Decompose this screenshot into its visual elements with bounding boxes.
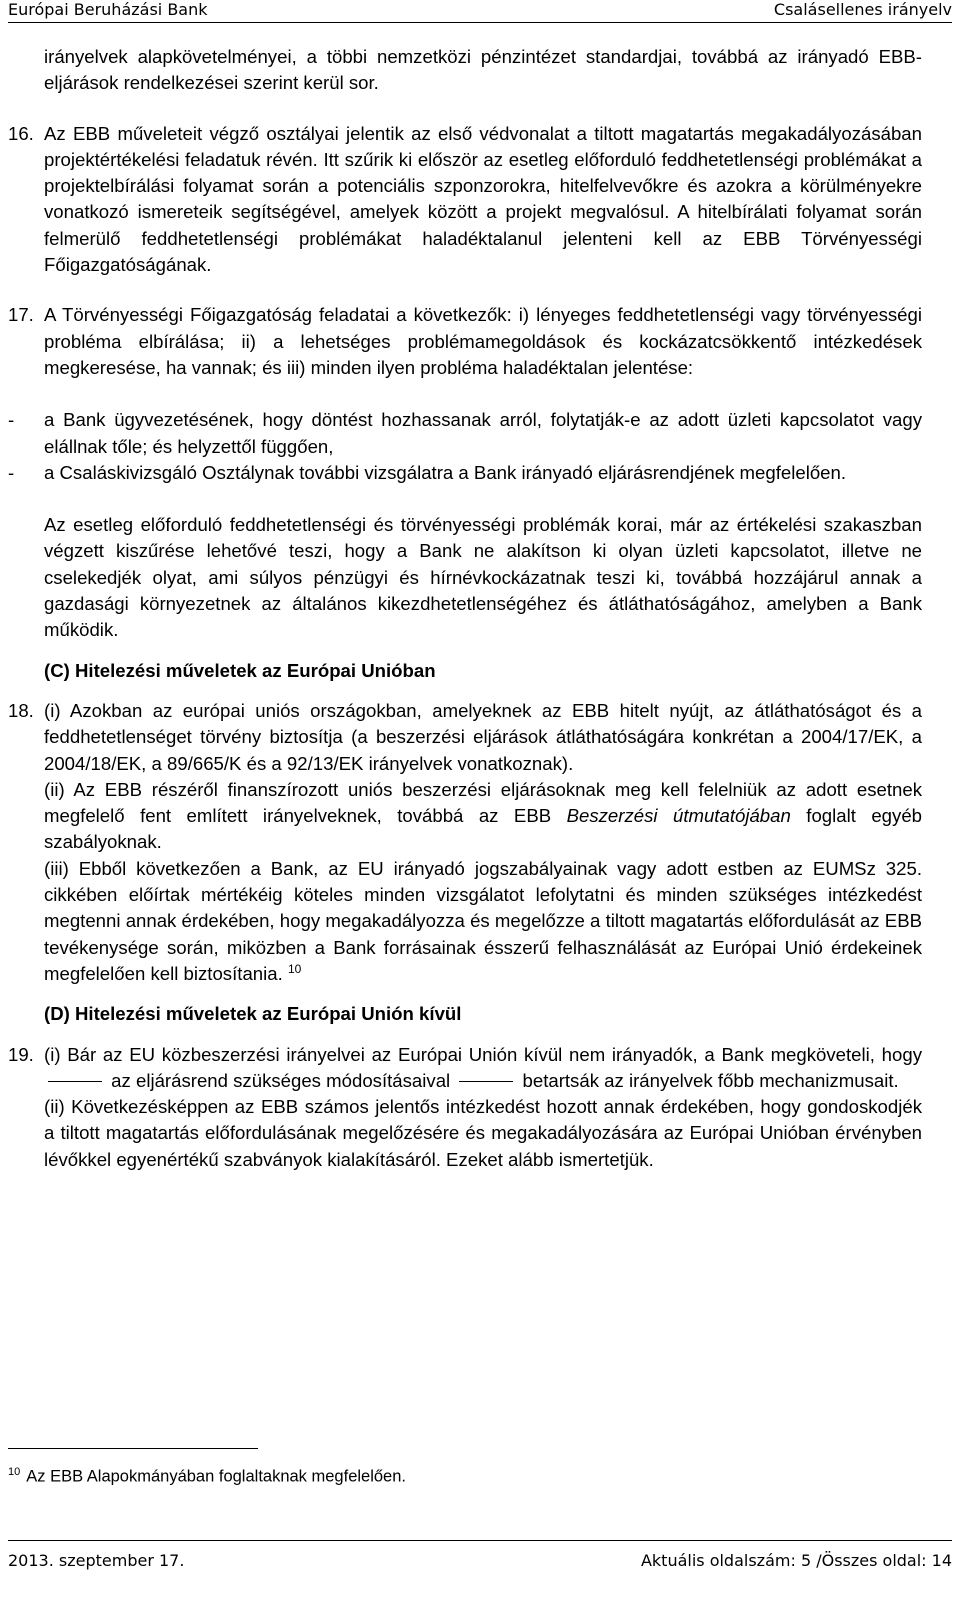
bullet-text: a Bank ügyvezetésének, hogy döntést hozhassanak arról, folytatják-e az adott üzleti kapcsolatot vagy elállnak tőle; és helyzettől függően, (44, 409, 922, 457)
footnote-reference[interactable]: 10 (287, 961, 302, 976)
dash-rule (459, 1081, 513, 1082)
paragraph-19-i (44, 1042, 922, 1095)
footer-page-number: Aktuális oldalszám: 5 /Összes oldal: 14 (640, 1551, 952, 1570)
text-span: (i) Bár az EU közbeszerzési irányelvei az Európai Unión kívül nem irányadók, a Bank megköveteli, hogy (44, 1043, 922, 1065)
bullet-dash: - (8, 461, 15, 483)
intro-paragraph: irányelvek alapkövetelményei, a többi nemzetközi pénzintézet standardjai, továbbá az irányadó EBB-eljárások rendelkezései szerint kerül sor. (44, 46, 922, 94)
paragraph-18-ii (44, 777, 922, 856)
page-header (8, 0, 952, 23)
text-span: (iii) Ebből következően a Bank, az EU irányadó jogszabályainak vagy adott estben az EUMSz 325. cikkében előírtak mértékéig köteles minden vizsgálatot lefolytatni és minden szükséges intézkedést megtenni annak érdekében, hogy megakadályozza és megelőzze a tiltott magatartás előfordulását az EBB tevékenysége során, miközben a Bank forrásainak ésszerű felhasználását az Európai Unió érdekeinek megfelelően kell biztosítania. (44, 857, 922, 984)
paragraph-number: 19. (8, 1043, 34, 1065)
footnote (8, 1466, 406, 1487)
paragraph-18-iii (44, 856, 922, 987)
paragraph-18-i: (i) Azokban az európai uniós országokban, amelyeknek az EBB hitelt nyújt, az átláthatóságot és a feddhetetlenséget törvény biztosítja (a beszerzési eljárások átláthatóságára konkrétan a 2004/17/EK, a 2004/18/EK, a 89/665/K és a 92/13/EK irányelvek vonatkoznak). (44, 699, 922, 774)
guide-title: Beszerzési útmutatójában (566, 805, 791, 827)
footnote-mark: 10 (8, 1466, 21, 1478)
page-footer (8, 1540, 952, 1581)
paragraph-17 (8, 302, 922, 381)
text-span: betartsák az irányelvek főbb mechanizmusait. (522, 1069, 899, 1091)
paragraph-18 (8, 698, 923, 987)
bullet-list (8, 407, 922, 486)
footnote-text: Az EBB Alapokmányában foglaltaknak megfelelően. (26, 1467, 406, 1486)
section-heading-d: (D) Hitelezési műveletek az Európai Unión kívül (44, 1003, 462, 1025)
paragraph-text: Az EBB műveleteit végző osztályai jelentik az első védvonalat a tiltott magatartás megakadályozásában projektértékelési feladatuk révén. Itt szűrik ki először az esetleg előforduló feddhetetlenségi problémákat a projektelbírálási folyamat során a potenciális szponzorokra, hitelfelvevőkre és azokra a körülményekre vonatkozó ismereteik segítségével, amelyek között a projekt megvalósul. A hitelbírálati folyamat során felmerülő feddhetetlenségi problémákat haladéktalanul jelenteni kell az EBB Törvényességi Főigazgatóságának. (44, 122, 922, 276)
text-span: (ii) Az EBB részéről finanszírozott uniós beszerzési eljárásoknak meg kell felelniük az adott esetnek megfelelő fent említett irányelveknek, továbbá az EBB (44, 778, 922, 827)
paragraph-19 (8, 1042, 922, 1173)
closing-paragraph: Az esetleg előforduló feddhetetlenségi és törvényességi problémák korai, már az értékelési szakaszban végzett kiszűrése lehetővé teszi, hogy a Bank ne alakítson ki olyan üzleti kapcsolatot, illetve ne cselekedjék olyat, ami súlyos pénzügyi és hírnévkockázatnak teszi ki, továbbá hozzájárul annak a gazdasági környezetnek az általános kikezdhetetlenségéhez és átláthatóságához, amelyben a Bank működik. (44, 514, 922, 641)
header-document-title: Csalásellenes irányelv (773, 0, 952, 19)
bullet-dash: - (8, 409, 15, 431)
text-span: foglalt egyéb szabályoknak. (44, 805, 923, 853)
footer-date: 2013. szeptember 17. (8, 1551, 185, 1570)
paragraph-16 (8, 121, 922, 279)
paragraph-text: A Törvényességi Főigazgatóság feladatai a következők: i) lényeges feddhetetlenségi vagy törvényességi probléma elbírálása; ii) a lehetséges problémamegoldások és kockázatcsökkentő intézkedések megkeresése, ha vannak; és iii) minden ilyen probléma haladéktalan jelentése: (44, 304, 922, 378)
dash-rule (48, 1081, 102, 1082)
paragraph-19-ii: (ii) Következésképpen az EBB számos jelentős intézkedést hozott annak érdekében, hogy gondoskodjék a tiltott magatartás előfordulásának megelőzésére és megakadályozására az Európai Unióban érvényben lévőkkel egyenértékű szabványok kialakításáról. Ezeket alább ismertetjük. (44, 1096, 922, 1170)
list-item (8, 407, 922, 460)
paragraph-number: 18. (8, 699, 34, 721)
paragraph-number: 17. (8, 304, 34, 326)
section-heading-c: (C) Hitelezési műveletek az Európai Unióban (44, 659, 436, 681)
text-span: az eljárásrend szükséges módosításaival (111, 1069, 451, 1091)
paragraph-number: 16. (8, 122, 34, 144)
document-body (8, 44, 923, 1173)
bullet-text: a Csaláskivizsgáló Osztálynak további vizsgálatra a Bank irányadó eljárásrendjének megfelelően. (44, 461, 847, 483)
header-organization: Európai Beruházási Bank (8, 0, 208, 19)
list-item (8, 460, 922, 486)
footnote-separator (8, 1448, 258, 1449)
